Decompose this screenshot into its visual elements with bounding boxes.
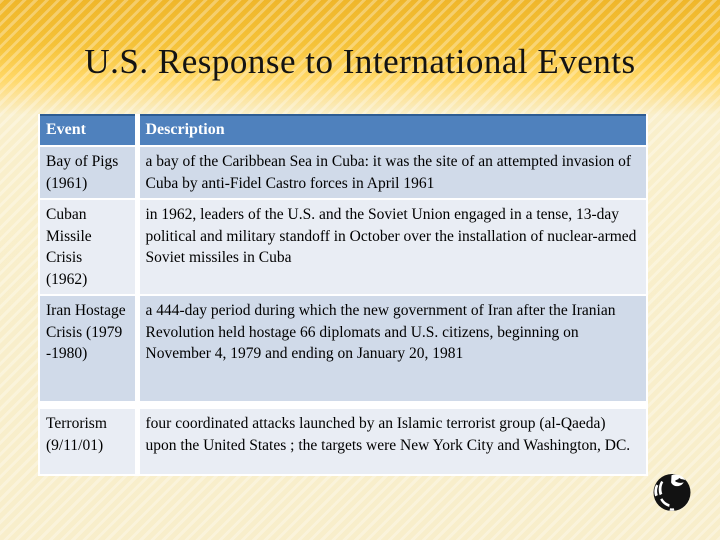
events-table bbox=[40, 114, 646, 474]
description-cell: a bay of the Caribbean Sea in Cuba: it was the site of an attempted invasion of Cuba by anti-Fidel Castro forces in April 1961 bbox=[137, 146, 646, 199]
header-cell-event: Event bbox=[40, 115, 137, 146]
row-spacer bbox=[40, 401, 646, 408]
slide-title: U.S. Response to International Events bbox=[84, 42, 636, 81]
description-cell: in 1962, leaders of the U.S. and the Soviet Union engaged in a tense, 13-day political and military standoff in October over the installation of nuclear-armed Soviet missiles in Cuba bbox=[137, 199, 646, 295]
description-cell: a 444-day period during which the new government of Iran after the Iranian Revolution held hostage 66 diplomats and U.S. citizens, beginning on November 4, 1979 and ending on January 20, 1981 bbox=[137, 295, 646, 401]
table-row bbox=[40, 146, 646, 199]
header-cell-description: Description bbox=[137, 115, 646, 146]
event-cell: Bay of Pigs (1961) bbox=[40, 146, 137, 199]
event-cell: Iran Hostage Crisis (1979 -1980) bbox=[40, 295, 137, 401]
table-row bbox=[40, 408, 646, 474]
table-row bbox=[40, 295, 646, 401]
description-cell: four coordinated attacks launched by an Islamic terrorist group (al-Qaeda) upon the United States ; the targets were New York City and Washington, DC. bbox=[137, 408, 646, 474]
ucf-pegasus-logo-icon bbox=[652, 472, 692, 512]
table-header-row bbox=[40, 115, 646, 146]
table-row bbox=[40, 199, 646, 295]
event-cell: Cuban Missile Crisis (1962) bbox=[40, 199, 137, 295]
events-table-container bbox=[38, 114, 648, 476]
event-cell: Terrorism (9/11/01) bbox=[40, 408, 137, 474]
